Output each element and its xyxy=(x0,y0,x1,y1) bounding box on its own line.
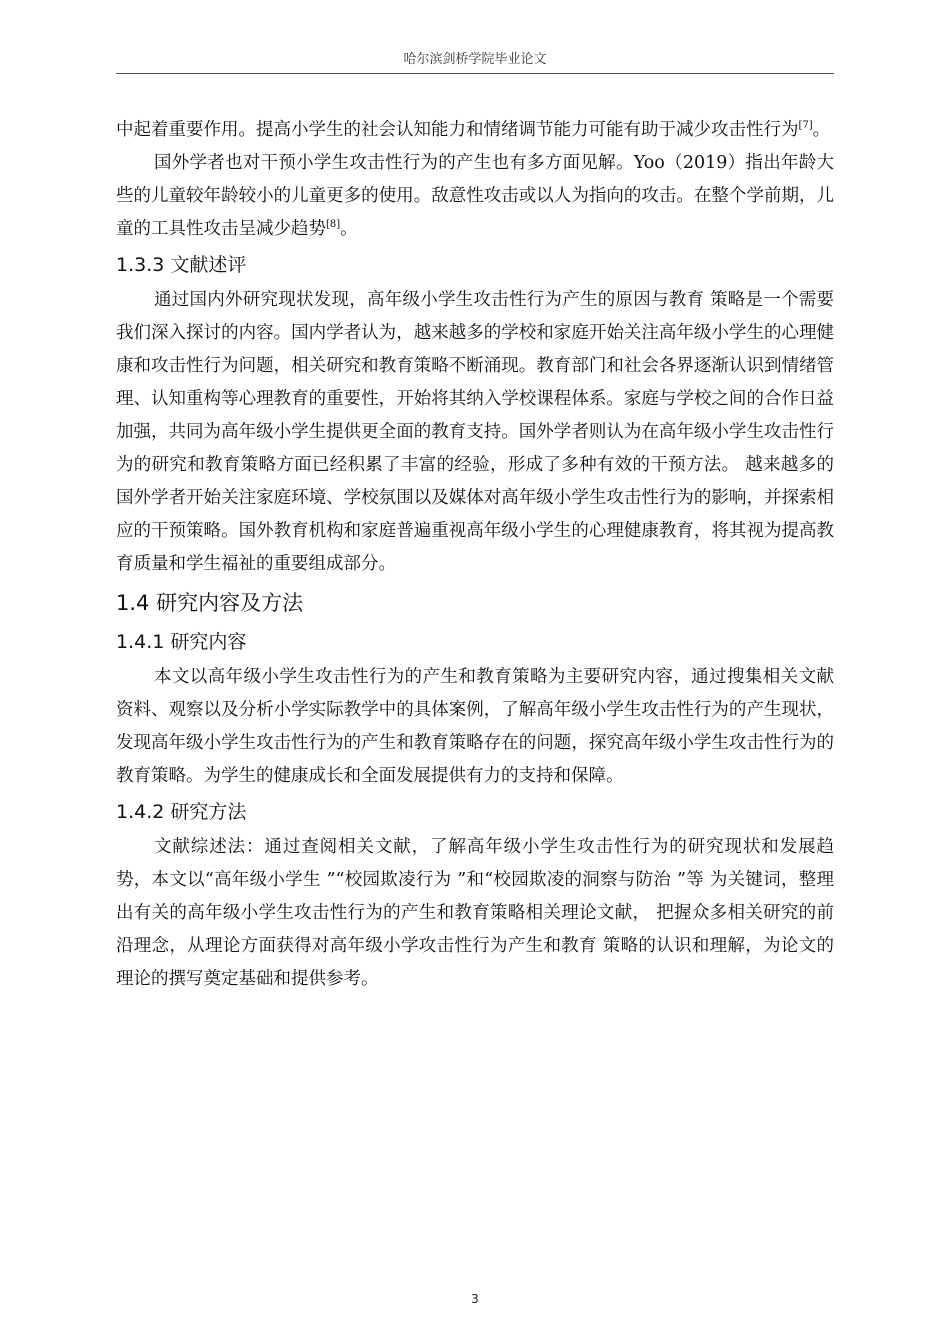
heading-1-4: 1.4 研究内容及方法 xyxy=(116,591,304,615)
paragraph-2-end: 。 xyxy=(340,219,358,239)
heading-1-3-3: 1.3.3 文献述评 xyxy=(116,254,247,276)
paragraph-1 xyxy=(116,114,834,147)
paragraph-2 xyxy=(116,147,834,246)
heading-1-4-2: 1.4.2 研究方法 xyxy=(116,801,247,823)
paragraph-3: 通过国内外研究现状发现，高年级小学生攻击性行为产生的原因与教育 策略是一个需要我们深入探讨的内容。国内学者认为，越来越多的学校和家庭开始关注高年级小学生的心理健康和攻击性行为问题，相关研究和教育策略不断涌现。教育部门和社会各界逐渐认识到情绪管理、认知重构等心理教育的重要性，开始将其纳入学校课程体系。家庭与学校之间的合作日益加强，共同为高年级小学生提供更全面的教育支持。国外学者则认为在高年级小学生攻击性行为的研究和教育策略方面已经积累了丰富的经验，形成了多种有效的干预方法。 越来越多的国外学者开始关注家庭环境、学校氛围以及媒体对高年级小学生攻击性行为的影响，并探索相应的干预策略。国外教育机构和家庭普遍重视高年级小学生的心理健康教育，将其视为提高教育质量和学生福祉的重要组成部分。 xyxy=(116,290,834,574)
page-body xyxy=(116,114,834,996)
paragraph-1-end: 。 xyxy=(812,120,831,140)
header-rule xyxy=(116,73,834,74)
citation-8: [8] xyxy=(326,219,341,230)
paragraph-5: 文献综述法：通过查阅相关文献，了解高年级小学生攻击性行为的研究现状和发展趋势，本文以“高年级小学生 ”“校园欺凌行为 ”和“校园欺凌的洞察与防治 ”等 为关键词，整理出有关的高年级小学生攻击性行为的产生和教育策略相关理论文献， 把握众多相关研究的前沿理念，从理论方面获得对高年级小学攻击性行为产生和教育 策略的认识和理解，为论文的理论的撰写奠定基础和提供参考。 xyxy=(116,837,834,989)
paragraph-2-text: 国外学者也对干预小学生攻击性行为的产生也有多方面见解。Yoo（2019）指出年龄大些的儿童较年龄较小的儿童更多的使用。敌意性攻击或以人为指向的攻击。在整个学前期，儿童的工具性攻击呈减少趋势 xyxy=(116,153,834,239)
paragraph-1-text: 中起着重要作用。提高小学生的社会认知能力和情绪调节能力可能有助于减少攻击性行为 xyxy=(116,120,799,140)
heading-1-4-1: 1.4.1 研究内容 xyxy=(116,631,247,653)
citation-7: [7] xyxy=(798,120,813,131)
page-number: 3 xyxy=(471,1292,479,1306)
running-header: 哈尔滨剑桥学院毕业论文 xyxy=(403,52,547,67)
paragraph-4: 本文以高年级小学生攻击性行为的产生和教育策略为主要研究内容，通过搜集相关文献资料、观察以及分析小学实际教学中的具体案例，了解高年级小学生攻击性行为的产生现状，发现高年级小学生攻击性行为的产生和教育策略存在的问题，探究高年级小学生攻击性行为的教育策略。为学生的健康成长和全面发展提供有力的支持和保障。 xyxy=(116,667,834,786)
